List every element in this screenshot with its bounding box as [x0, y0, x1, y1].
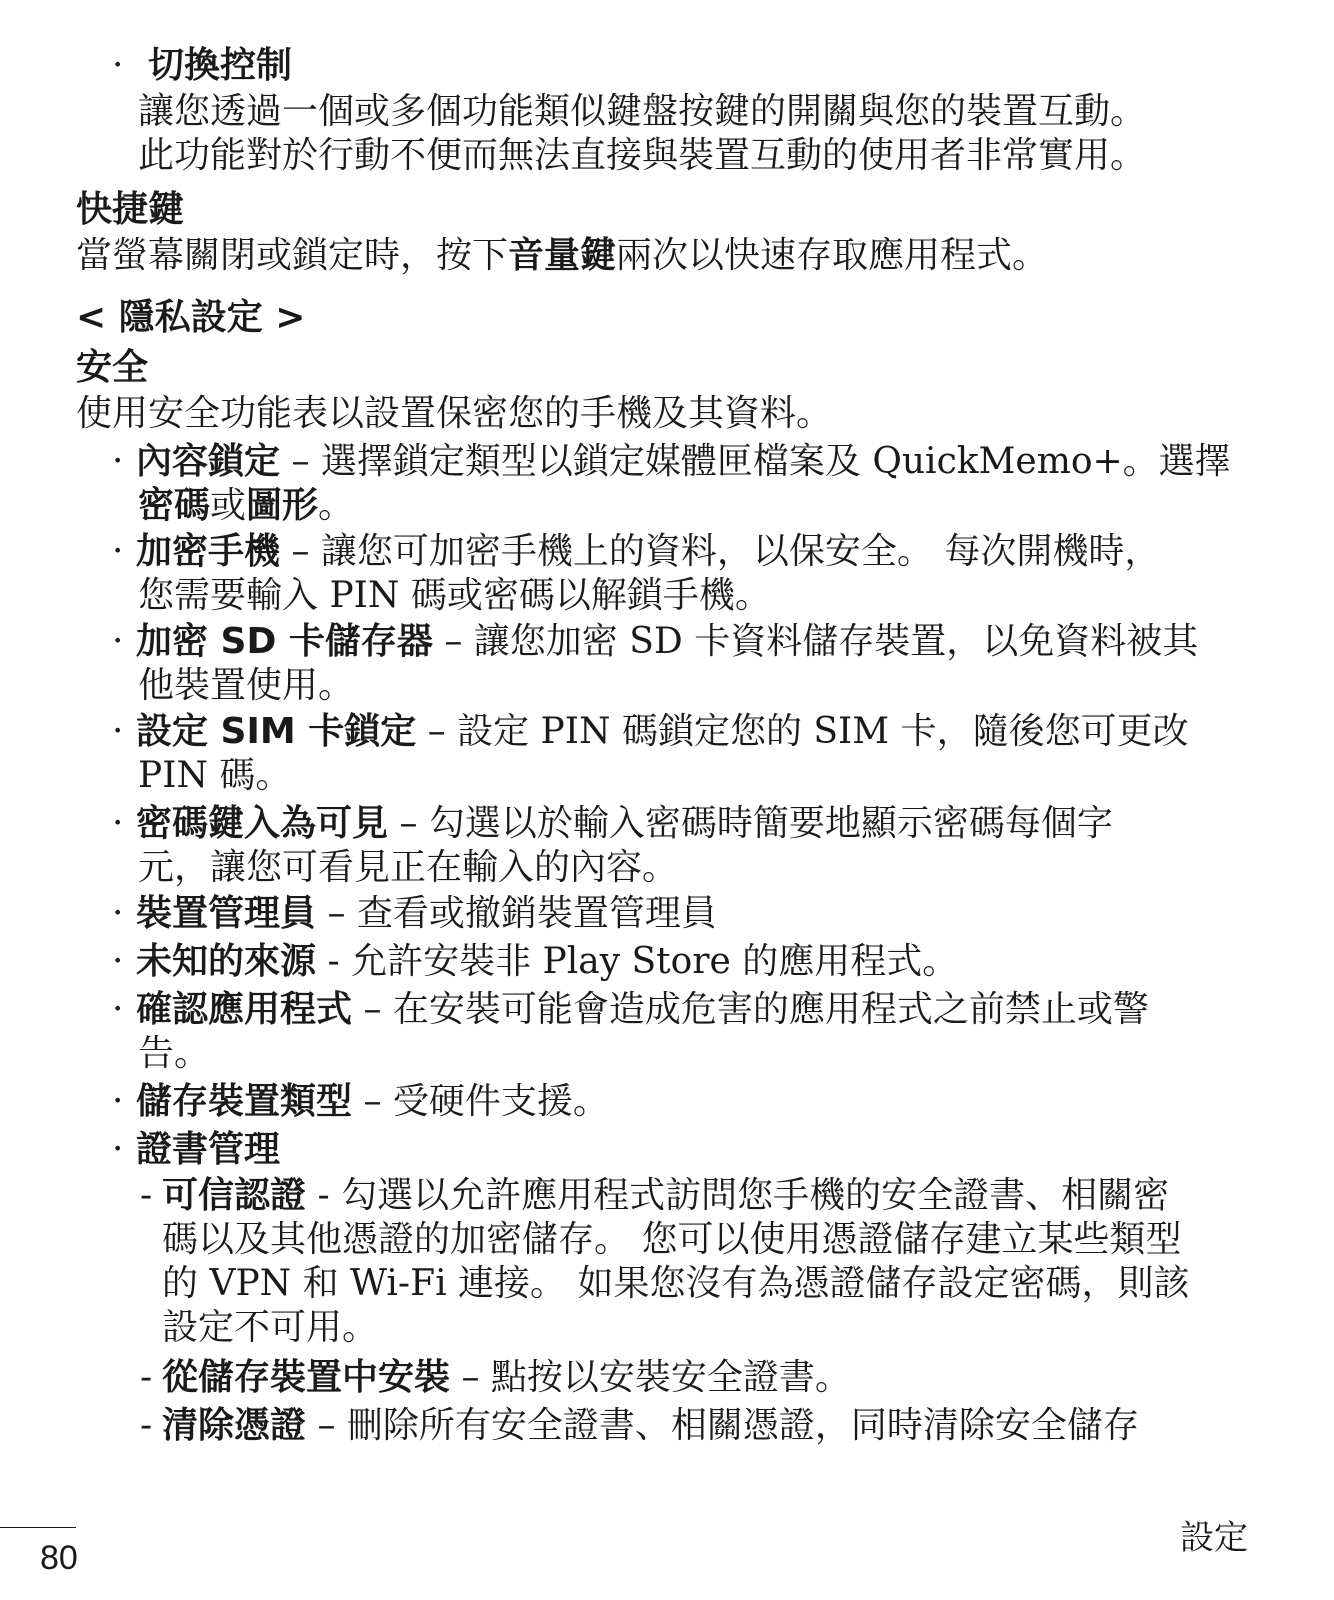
security-heading: 安全 — [76, 347, 149, 388]
encrypt-phone-item — [136, 530, 1160, 574]
bullet-dot: · — [112, 803, 124, 844]
shortcut-desc-pre: 當螢幕關閉或鎖定時，按下 — [76, 235, 509, 276]
encrypt-phone-title: 加密手機 — [136, 531, 281, 572]
verify-apps-desc-2: 告。 — [138, 1033, 211, 1074]
password-label: 密碼 — [138, 485, 211, 526]
trusted-cred-desc-1: 勾選以允許應用程式訪問您手機的安全證書、相關密 — [341, 1175, 1170, 1216]
clear-cred-desc: 刪除所有安全證書、相關憑證，同時清除安全儲存 — [346, 1405, 1139, 1446]
bullet-dot: · — [112, 441, 124, 482]
sub-dash: - — [140, 1405, 153, 1446]
switch-control-desc-1: 讓您透過一個或多個功能類似鍵盤按鍵的開關與您的裝置互動。 — [138, 91, 1147, 132]
or-text: 或 — [210, 485, 247, 526]
separator: – — [316, 893, 357, 934]
separator: – — [352, 989, 393, 1030]
unknown-sources-desc: 允許安裝非 Play Store 的應用程式。 — [351, 941, 959, 982]
trusted-cred-desc-4: 設定不可用。 — [162, 1307, 379, 1348]
unknown-sources-title: 未知的來源 — [136, 941, 317, 982]
privacy-heading: < 隱私設定 > — [76, 297, 306, 338]
storage-type-desc: 受硬件支援。 — [392, 1081, 609, 1122]
verify-apps-item — [136, 988, 1149, 1032]
sim-lock-title: 設定 SIM 卡鎖定 — [136, 711, 417, 752]
verify-apps-desc-1: 在安裝可能會造成危害的應用程式之前禁止或警 — [392, 989, 1149, 1030]
pattern-label: 圖形 — [246, 485, 319, 526]
sub-dash: - — [140, 1175, 153, 1216]
install-storage-title: 從儲存裝置中安裝 — [162, 1357, 451, 1398]
clear-cred-item — [162, 1404, 1139, 1448]
bullet-dot: · — [112, 893, 124, 934]
switch-control-title: 切換控制 — [148, 45, 293, 86]
verify-apps-title: 確認應用程式 — [136, 989, 353, 1030]
password-visible-desc-1: 勾選以於輸入密碼時簡要地顯示密碼每個字 — [428, 803, 1113, 844]
shortcut-desc — [76, 234, 1048, 278]
bullet-dot: · — [112, 989, 124, 1030]
content-lock-title: 內容鎖定 — [136, 441, 281, 482]
switch-control-desc-2: 此功能對於行動不便而無法直接與裝置互動的使用者非常實用。 — [138, 135, 1147, 176]
trusted-cred-desc-3: 的 VPN 和 Wi-Fi 連接。 如果您沒有為憑證儲存設定密碼，則該 — [162, 1263, 1190, 1304]
sim-lock-desc-1: 設定 PIN 碼鎖定您的 SIM 卡，隨後您可更改 — [457, 711, 1189, 752]
password-visible-desc-2: 元，讓您可看見正在輸入的內容。 — [138, 847, 679, 888]
bullet-dot: · — [112, 1129, 124, 1170]
device-admin-item — [136, 892, 717, 936]
encrypt-sd-desc-2: 他裝置使用。 — [138, 665, 355, 706]
shortcut-heading: 快捷鍵 — [76, 189, 185, 230]
separator: – — [432, 621, 474, 662]
content-lock-desc-1: 選擇鎖定類型以鎖定媒體匣檔案及 QuickMemo+。選擇 — [320, 441, 1231, 482]
device-admin-title: 裝置管理員 — [136, 893, 317, 934]
encrypt-sd-desc-1: 讓您加密 SD 卡資料儲存裝置，以免資料被其 — [473, 621, 1199, 662]
encrypt-phone-desc-1: 讓您可加密手機上的資料，以保安全。 每次開機時， — [320, 531, 1161, 572]
separator: – — [416, 711, 458, 752]
security-desc: 使用安全功能表以設置保密您的手機及其資料。 — [76, 393, 833, 434]
section-label: 設定 — [1180, 1518, 1248, 1558]
bullet-dot: · — [112, 45, 124, 86]
storage-type-title: 儲存裝置類型 — [136, 1081, 353, 1122]
install-storage-desc: 點按以安裝安全證書。 — [490, 1357, 851, 1398]
unknown-sources-item — [136, 940, 958, 984]
content-lock-item — [136, 440, 1231, 484]
separator: – — [280, 441, 321, 482]
volume-key-label: 音量鍵 — [508, 235, 617, 276]
bullet-dot: · — [112, 941, 124, 982]
page-number: 80 — [40, 1539, 78, 1577]
period: 。 — [318, 485, 355, 526]
sim-lock-item — [136, 710, 1189, 754]
encrypt-sd-title: 加密 SD 卡儲存器 — [136, 621, 433, 662]
encrypt-phone-desc-2: 您需要輸入 PIN 碼或密碼以解鎖手機。 — [138, 575, 771, 616]
clear-cred-title: 清除憑證 — [162, 1405, 307, 1446]
shortcut-desc-post: 兩次以快速存取應用程式。 — [616, 235, 1049, 276]
content-lock-desc-2 — [138, 484, 354, 528]
trusted-cred-item — [162, 1174, 1169, 1218]
trusted-cred-title: 可信認證 — [162, 1175, 307, 1216]
bullet-dot: · — [112, 1081, 124, 1122]
install-storage-item — [162, 1356, 851, 1400]
cert-mgmt-title: 證書管理 — [136, 1129, 281, 1170]
password-visible-title: 密碼鍵入為可見 — [136, 803, 389, 844]
encrypt-sd-item — [136, 620, 1198, 664]
storage-type-item — [136, 1080, 609, 1124]
bullet-dot: · — [112, 621, 124, 662]
trusted-cred-desc-2: 碼以及其他憑證的加密儲存。 您可以使用憑證儲存建立某些類型 — [162, 1219, 1182, 1260]
separator: – — [450, 1357, 491, 1398]
separator: – — [280, 531, 321, 572]
separator: - — [316, 941, 352, 982]
separator: – — [352, 1081, 393, 1122]
device-admin-desc: 查看或撤銷裝置管理員 — [356, 893, 717, 934]
password-visible-item — [136, 802, 1113, 846]
bullet-dot: · — [112, 711, 124, 752]
bullet-dot: · — [112, 531, 124, 572]
sub-dash: - — [140, 1357, 153, 1398]
separator: - — [306, 1175, 342, 1216]
separator: – — [388, 803, 429, 844]
footer-rule — [0, 1527, 76, 1528]
sim-lock-desc-2: PIN 碼。 — [138, 755, 292, 796]
separator: – — [306, 1405, 347, 1446]
